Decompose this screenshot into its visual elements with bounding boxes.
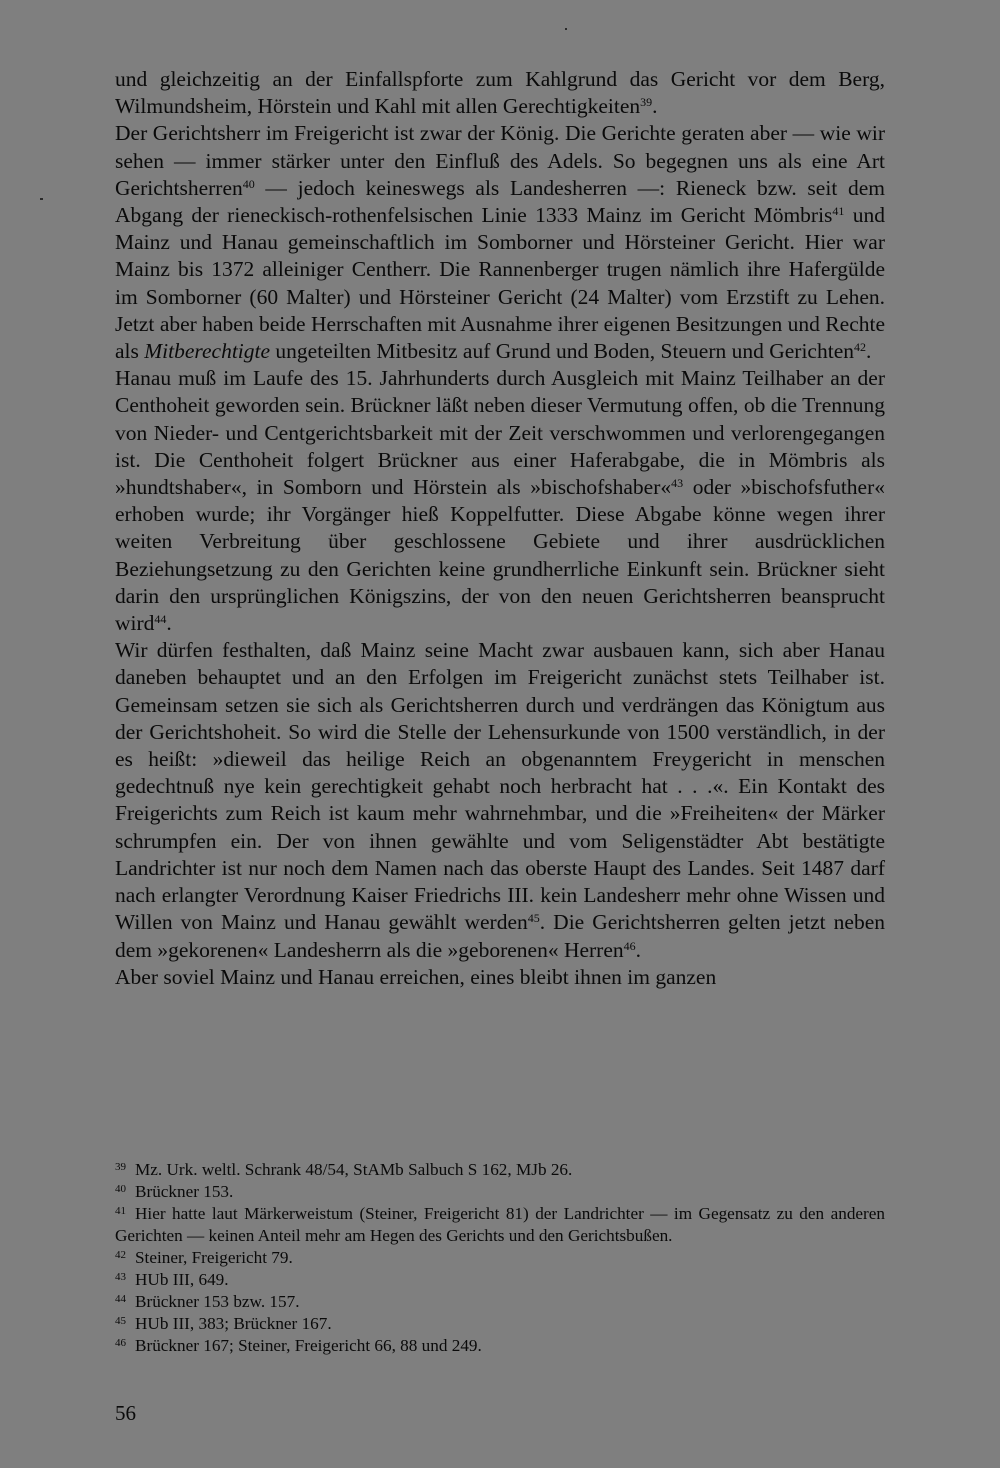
- text-segment: .: [166, 611, 172, 636]
- footnote-reference: 46: [623, 938, 636, 953]
- footnote-text: Brückner 153 bzw. 157.: [135, 1292, 300, 1311]
- text-segment: Aber soviel Mainz und Hanau erreichen, eines bleibt ihnen im ganzen: [115, 964, 717, 989]
- footnote-text: Brückner 153.: [135, 1182, 234, 1201]
- scan-speck: [565, 28, 567, 30]
- text-segment: .: [635, 937, 641, 962]
- footnote-reference: 43: [671, 476, 684, 491]
- footnote-text: Mz. Urk. weltl. Schrank 48/54, StAMb Salbuch S 162, MJb 26.: [135, 1160, 573, 1179]
- paragraph: [115, 637, 885, 963]
- page-number: 56: [115, 1401, 136, 1425]
- footnotes-section: [115, 1159, 885, 1357]
- footnote: 44 Brückner 153 bzw. 157.: [115, 1292, 300, 1311]
- scan-speck: [40, 198, 43, 200]
- paragraph: [115, 120, 885, 365]
- footnote: 41 Hier hatte laut Märkerweistum (Steiner, Freigericht 81) der Landrichter — im Gegensatz zu den anderen Gerichten — keinen Anteil mehr am Hegen des Gerichts und den Gerichtsbußen.: [115, 1204, 885, 1245]
- footnote-text: Steiner, Freigericht 79.: [135, 1248, 293, 1267]
- text-segment: — jedoch keineswegs als Landesherren —: Rieneck bzw. seit dem Abgang der rieneckisch-rothenfelsischen Linie 1333 Mainz im Gericht Mömbris: [115, 175, 885, 228]
- text-segment: Der Gerichtsherr im Freigericht ist zwar der König. Die Gerichte geraten aber — wie wir sehen — immer stärker unter den Einfluß des Adels. So begegnen uns als eine Art Gerichtsherren: [115, 121, 885, 200]
- footnote-reference: 41: [832, 204, 845, 219]
- text-segment: Wir dürfen festhalten, daß Mainz seine Macht zwar ausbauen kann, sich aber Hanau daneben behauptet und an den Erfolgen im Freigericht zunächst stets Teilhaber ist. Gemeinsam setzen sie sich als Gerichtsherren durch und verdrängen das Königtum aus der Gerichtshoheit. So wird die Stelle der Lehensurkunde von 1500 verständlich, in der es heißt: »dieweil das heilige Reich an obgenanntem Freygericht in menschen gedechtnuß nye kein gerechtigkeit gehabt noch herbracht hat . . .«. Ein Kontakt des Freigerichts zum Reich ist kaum mehr wahrnehmbar, und die »Freiheiten« der Märker schrumpfen ein. Der von ihnen gewählte und vom Seligenstädter Abt bestätigte Landrichter ist nur noch dem Namen nach das oberste Haupt des Landes. Seit 1487 darf nach erlangter Verordnung Kaiser Friedrichs III. kein Landesherr mehr ohne Wissen und Willen von Mainz und Hanau gewählt werden: [115, 638, 885, 935]
- footnote: 46 Brückner 167; Steiner, Freigericht 66, 88 und 249.: [115, 1336, 482, 1355]
- text-segment: .: [866, 339, 872, 364]
- text-segment: .: [652, 94, 658, 119]
- footnote-reference: 42: [854, 340, 866, 355]
- footnote: 42 Steiner, Freigericht 79.: [115, 1248, 293, 1267]
- footnote-text: Hier hatte laut Märkerweistum (Steiner, Freigericht 81) der Landrichter — im Gegensatz zu den anderen Gerichten — keinen Anteil mehr am Hegen des Gerichts und den Gerichtsbußen.: [115, 1204, 885, 1245]
- text-segment: ungeteilten Mitbesitz auf Grund und Boden, Steuern und Gerichten: [270, 339, 854, 364]
- footnote-text: HUb III, 383; Brückner 167.: [135, 1314, 332, 1333]
- paragraph: [115, 964, 885, 991]
- footnote-reference: 44: [154, 612, 167, 627]
- text-segment: Hanau muß im Laufe des 15. Jahrhunderts durch Ausgleich mit Mainz Teilhaber an der Centhoheit geworden sein. Brückner läßt neben dieser Vermutung offen, ob die Trennung von Nieder- und Centgerichtsbarkeit mit der Zeit verschwommen und verlorengegangen ist. Die Centhoheit folgert Brückner aus einer Haferabgabe, die in Mömbris als »hundtshaber«, in Somborn und Hörstein als »bischofshaber«: [115, 366, 885, 500]
- paragraph: [115, 66, 885, 120]
- footnote: 40 Brückner 153.: [115, 1182, 234, 1201]
- paragraph: [115, 365, 885, 637]
- text-segment: und gleichzeitig an der Einfallspforte zum Kahlgrund das Gericht vor dem Berg, Wilmundsheim, Hörstein und Kahl mit allen Gerechtigkeiten: [115, 67, 885, 119]
- footnote: 39 Mz. Urk. weltl. Schrank 48/54, StAMb Salbuch S 162, MJb 26.: [115, 1160, 573, 1179]
- footnote-reference: 40: [242, 176, 255, 191]
- text-segment: und Mainz und Hanau gemeinschaftlich im Somborner und Hörsteiner Gericht. Hier war Mainz bis 1372 alleiniger Centherr. Die Rannenberger trugen nämlich ihre Hafergülde im Somborner (60 Malter) und Hörsteiner Gericht (24 Malter) vom Erzstift zu Lehen. Jetzt aber haben beide Herrschaften mit Ausnahme ihrer eigenen Besitzungen und Rechte als: [115, 203, 886, 364]
- footnote-text: Brückner 167; Steiner, Freigericht 66, 88 und 249.: [135, 1336, 482, 1355]
- footnote: 43 HUb III, 649.: [115, 1270, 229, 1289]
- text-segment: . Die Gerichtsherren gelten jetzt neben dem »gekorenen« Landesherrn als die »geborenen« Herren: [115, 910, 886, 962]
- main-text: [115, 66, 885, 991]
- footnote: 45 HUb III, 383; Brückner 167.: [115, 1314, 332, 1333]
- text-segment: oder »bischofsfuther« erhoben wurde; ihr Vorgänger hieß Koppelfutter. Diese Abgabe könne wegen ihrer weiten Verbreitung über geschlossene Gebiete und ihrer ausdrücklichen Beziehungsetzung zu den Gerichten keine grundherrliche Einkunft sein. Brückner sieht darin den ursprünglichen Königszins, der von den neuen Gerichtsherren beansprucht wird: [115, 475, 885, 636]
- footnote-reference: 45: [527, 911, 540, 926]
- footnote-reference: 39: [640, 95, 653, 110]
- footnote-text: HUb III, 649.: [135, 1270, 229, 1289]
- emphasized-text: Mitberechtigte: [144, 339, 271, 364]
